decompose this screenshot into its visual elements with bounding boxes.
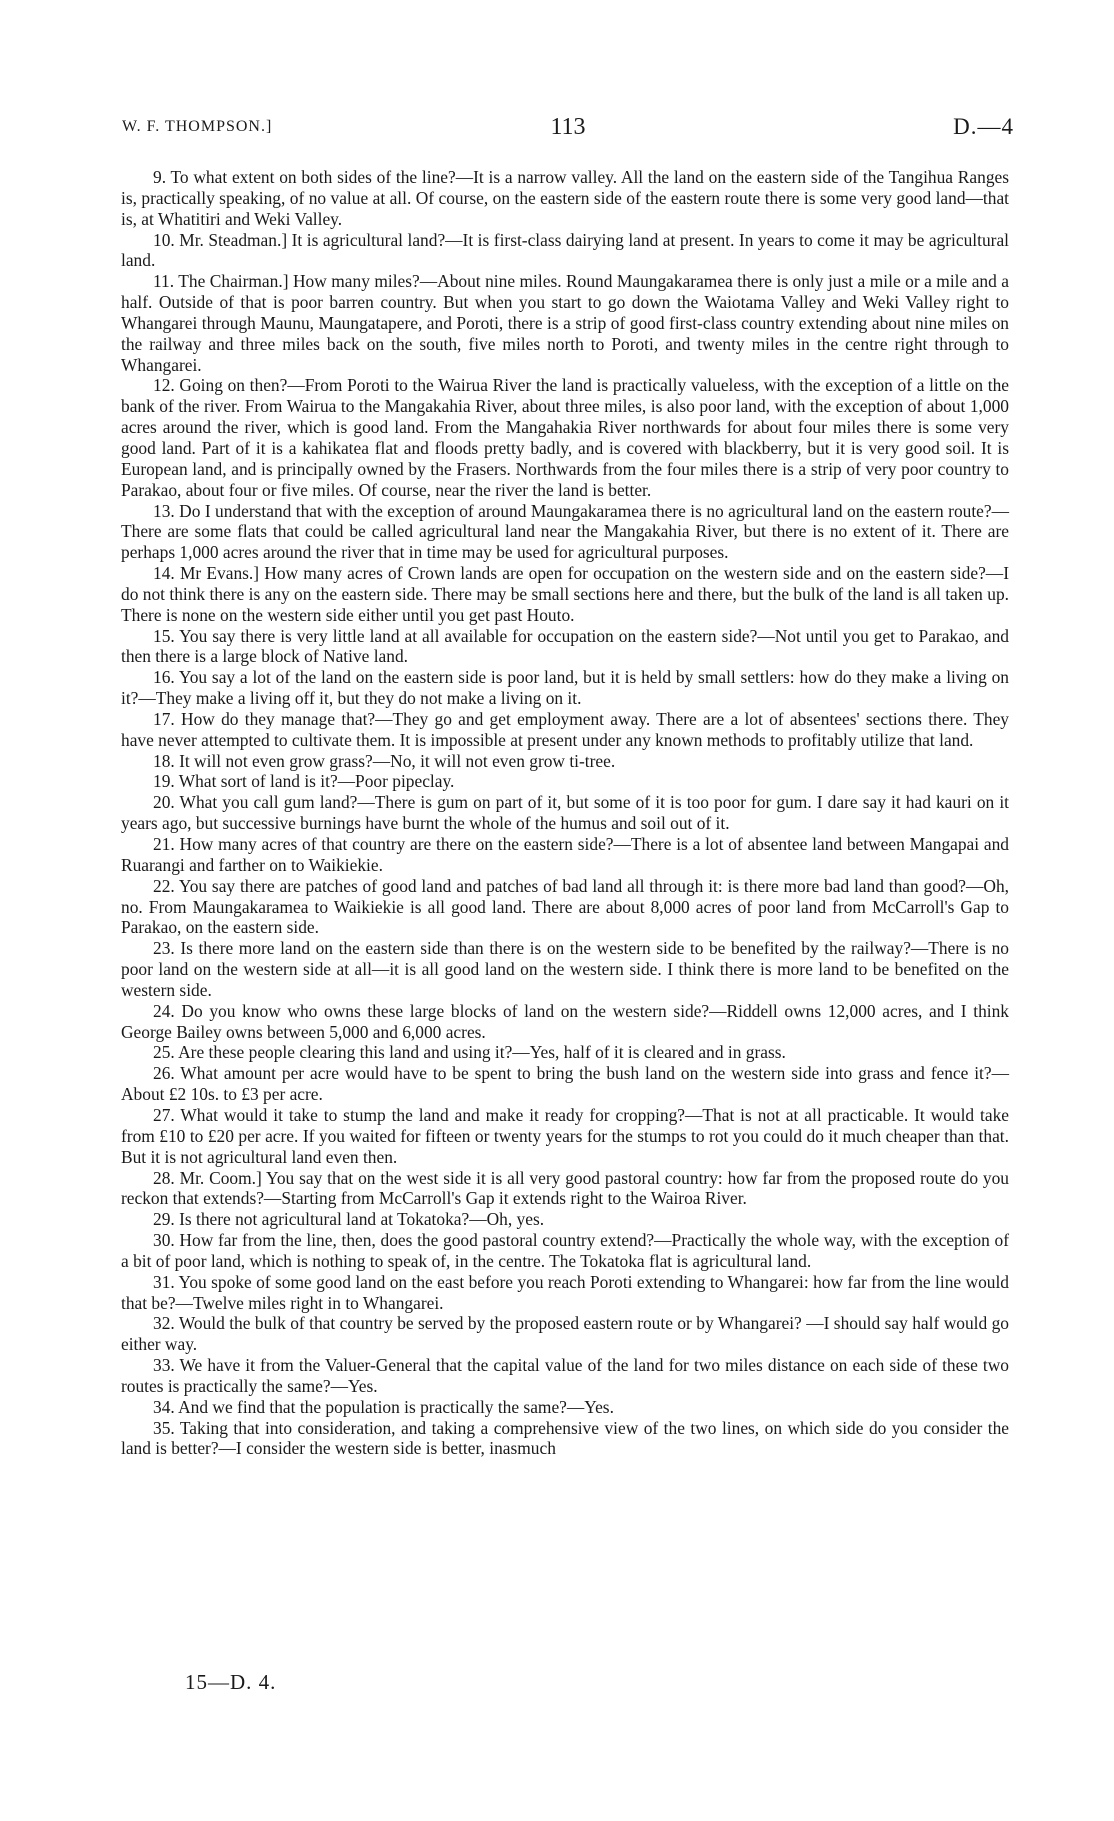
paragraph: 13. Do I understand that with the exception of around Maungakaramea there is no agricultural land on the eastern route?—There are some flats that could be called agricultural land near the Mangakahia River, but there is no extent of it. There are perhaps 1,000 acres around the river that in time may be used for agricultural purposes.	[121, 500, 1009, 563]
paragraph: 15. You say there is very little land at all available for occupation on the eastern side?—Not until you get to Parakao, and then there is a large block of Native land.	[121, 625, 1009, 667]
paragraph: 31. You spoke of some good land on the east before you reach Poroti extending to Whangarei: how far from the line would that be?—Twelve miles right in to Whangarei.	[121, 1271, 1009, 1313]
paragraph: 28. Mr. Coom.] You say that on the west side it is all very good pastoral country: how far from the proposed route do you reckon that extends?—Starting from McCarroll's Gap it extends right to the Wairoa River.	[121, 1167, 1009, 1209]
page-number: 113	[550, 114, 586, 140]
page-header	[122, 114, 1014, 144]
paragraph: 32. Would the bulk of that country be served by the proposed eastern route or by Whangarei? —I should say half would go either way.	[121, 1313, 1009, 1355]
paragraph: 34. And we find that the population is practically the same?—Yes.	[153, 1396, 614, 1417]
paragraph: 14. Mr Evans.] How many acres of Crown lands are open for occupation on the western side and on the eastern side?—I do not think there is any on the eastern side. There may be small sections here and there, but the bulk of the land is all taken up. There is none on the western side either until you get past Houto.	[121, 563, 1009, 625]
document-body	[121, 167, 1009, 1459]
header-witness-name: W. F. THOMPSON.]	[122, 118, 273, 135]
paragraph: 17. How do they manage that?—They go and get employment away. There are a lot of absentees' sections there. They have never attempted to cultivate them. It is impossible at present under any known methods to profitably utilize that land.	[121, 708, 1009, 750]
paragraph: 29. Is there not agricultural land at Tokatoka?—Oh, yes.	[153, 1209, 545, 1230]
paragraph: 35. Taking that into consideration, and taking a comprehensive view of the two lines, on which side do you consider the land is better?—I consider the western side is better, inasmuch	[121, 1417, 1009, 1459]
paragraph: 10. Mr. Steadman.] It is agricultural land?—It is first-class dairying land at present. In years to come it may be agricultural land.	[121, 229, 1009, 271]
paragraph: 23. Is there more land on the eastern side than there is on the western side to be benefited by the railway?—There is no poor land on the western side at all—it is all good land on the western side. I think there is more land to be benefited on the western side.	[121, 938, 1009, 1000]
document-reference: D.—4	[953, 114, 1014, 139]
paragraph: 33. We have it from the Valuer-General that the capital value of the land for two miles distance on each side of these two routes is practically the same?—Yes.	[121, 1355, 1009, 1396]
paragraph: 16. You say a lot of the land on the eastern side is poor land, but it is held by small settlers: how do they make a living on it?—They make a living off it, but they do not make a living on it.	[121, 667, 1009, 709]
paragraph: 9. To what extent on both sides of the line?—It is a narrow valley. All the land on the eastern side of the Tangihua Ranges is, practically speaking, of no value at all. Of course, on the eastern side of the eastern route there is some very good land—that is, at Whatitiri and Weki Valley.	[121, 167, 1009, 229]
paragraph: 22. You say there are patches of good land and patches of bad land all through it: is there more bad land than good?—Oh, no. From Maungakaramea to Waikiekie is all good land. There are about 8,000 acres of poor land from McCarroll's Gap to Parakao, on the eastern side.	[121, 875, 1009, 938]
signature-mark: 15—D. 4.	[185, 1670, 277, 1694]
paragraph: 25. Are these people clearing this land and using it?—Yes, half of it is cleared and in grass.	[153, 1042, 786, 1063]
paragraph: 18. It will not even grow grass?—No, it will not even grow ti-tree.	[153, 750, 616, 771]
paragraph: 12. Going on then?—From Poroti to the Wairua River the land is practically valueless, with the exception of a little on the bank of the river. From Wairua to the Mangakahia River, about three miles, is also poor land, with the exception of about 1,000 acres around the river, which is good land. From the Mangahakia River northwards for about four miles there is some very good land. Part of it is a kahikatea flat and floods pretty badly, and is covered with blackberry, but it is very good soil. It is European land, and is principally owned by the Frasers. Northwards from the four miles there is a strip of very poor country to Parakao, about four or five miles. Of course, near the river the land is better.	[121, 375, 1009, 500]
paragraph: 19. What sort of land is it?—Poor pipeclay.	[153, 771, 455, 792]
paragraph: 30. How far from the line, then, does the good pastoral country extend?—Practically the whole way, with the exception of a bit of poor land, which is nothing to speak of, in the centre. The Tokatoka flat is agricultural land.	[121, 1230, 1009, 1271]
paragraph: 27. What would it take to stump the land and make it ready for cropping?—That is not at all practicable. It would take from £10 to £20 per acre. If you waited for fifteen or twenty years for the stumps to rot you could do it much cheaper than that. But it is not agricultural land even then.	[121, 1104, 1009, 1167]
paragraph: 24. Do you know who owns these large blocks of land on the western side?—Riddell owns 12,000 acres, and I think George Bailey owns between 5,000 and 6,000 acres.	[121, 1000, 1009, 1042]
paragraph: 21. How many acres of that country are there on the eastern side?—There is a lot of absentee land between Mangapai and Ruarangi and farther on to Waikiekie.	[121, 834, 1009, 875]
paragraph: 20. What you call gum land?—There is gum on part of it, but some of it is too poor for gum. I dare say it had kauri on it years ago, but successive burnings have burnt the whole of the humus and soil out of it.	[121, 792, 1009, 834]
paragraph: 26. What amount per acre would have to be spent to bring the bush land on the western side into grass and fence it?—About £2 10s. to £3 per acre.	[121, 1063, 1009, 1105]
paragraph: 11. The Chairman.] How many miles?—About nine miles. Round Maungakaramea there is only just a mile or a mile and a half. Outside of that is poor barren country. But when you start to go down the Waiotama Valley and Weki Valley right to Whangarei through Maunu, Maungatapere, and Poroti, there is a strip of good first-class country extending about nine miles on the railway and three miles back on the south, five miles north to Poroti, and twenty miles in the centre right through to Whangarei.	[121, 271, 1009, 375]
